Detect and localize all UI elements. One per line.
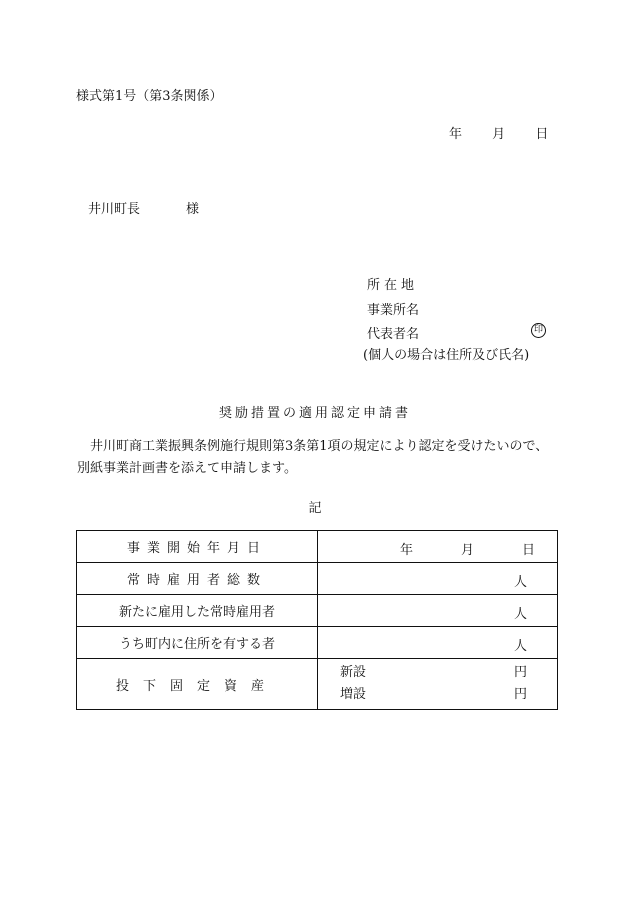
applicant-office-label: 事業所名: [367, 303, 420, 318]
ki-heading: 記: [308, 501, 322, 516]
table-row: [77, 627, 558, 659]
start-date-value: [318, 531, 558, 563]
new-hires-label: 新たに雇用した常時雇用者: [77, 595, 318, 627]
body-text: 井川町商工業振興条例施行規則第3条第1項の規定により認定を受けたいので、別紙事業計画書を添えて申請します。: [77, 439, 549, 476]
applicant-representative-label: 代表者名: [367, 327, 420, 342]
regular-employees-label: 常時雇用者総数: [77, 563, 318, 595]
form-number: 様式第1号（第3条関係）: [76, 89, 223, 104]
table-row: [77, 595, 558, 627]
addressee: [88, 198, 199, 217]
details-table: [76, 530, 558, 710]
person-unit: 人: [513, 639, 527, 654]
date-day-label: 日: [535, 127, 549, 142]
investment-value: [318, 659, 558, 710]
addressee-name: 井川町長: [88, 202, 141, 217]
date-header: [449, 123, 548, 142]
yen-unit: 円: [513, 665, 527, 680]
new-facility-label: 新設: [340, 665, 367, 680]
date-month-label: 月: [492, 127, 506, 142]
regular-employees-value: [318, 563, 558, 595]
table-row: [77, 531, 558, 563]
new-facility-line: [318, 662, 557, 684]
applicant-note: (個人の場合は住所及び氏名): [363, 348, 530, 363]
applicant-location-label: 所在地: [367, 278, 419, 293]
table-row: [77, 563, 558, 595]
addressee-honorific: 様: [186, 202, 200, 217]
date-year-label: 年: [449, 127, 463, 142]
new-hires-value: [318, 595, 558, 627]
start-date-day-unit: 日: [522, 543, 536, 558]
document-title: 奨励措置の適用認定申請書: [218, 406, 411, 421]
start-date-label: 事業開始年月日: [77, 531, 318, 563]
person-unit: 人: [513, 575, 527, 590]
person-unit: 人: [513, 607, 527, 622]
table-row: [77, 659, 558, 710]
local-residents-label: うち町内に住所を有する者: [77, 627, 318, 659]
yen-unit: 円: [513, 687, 527, 702]
investment-label: 投下固定資産: [77, 659, 318, 710]
expansion-label: 増設: [340, 687, 367, 702]
local-residents-value: [318, 627, 558, 659]
start-date-year-unit: 年: [400, 543, 414, 558]
expansion-line: [318, 684, 557, 706]
start-date-month-unit: 月: [461, 543, 475, 558]
seal-mark: 印: [531, 323, 546, 338]
